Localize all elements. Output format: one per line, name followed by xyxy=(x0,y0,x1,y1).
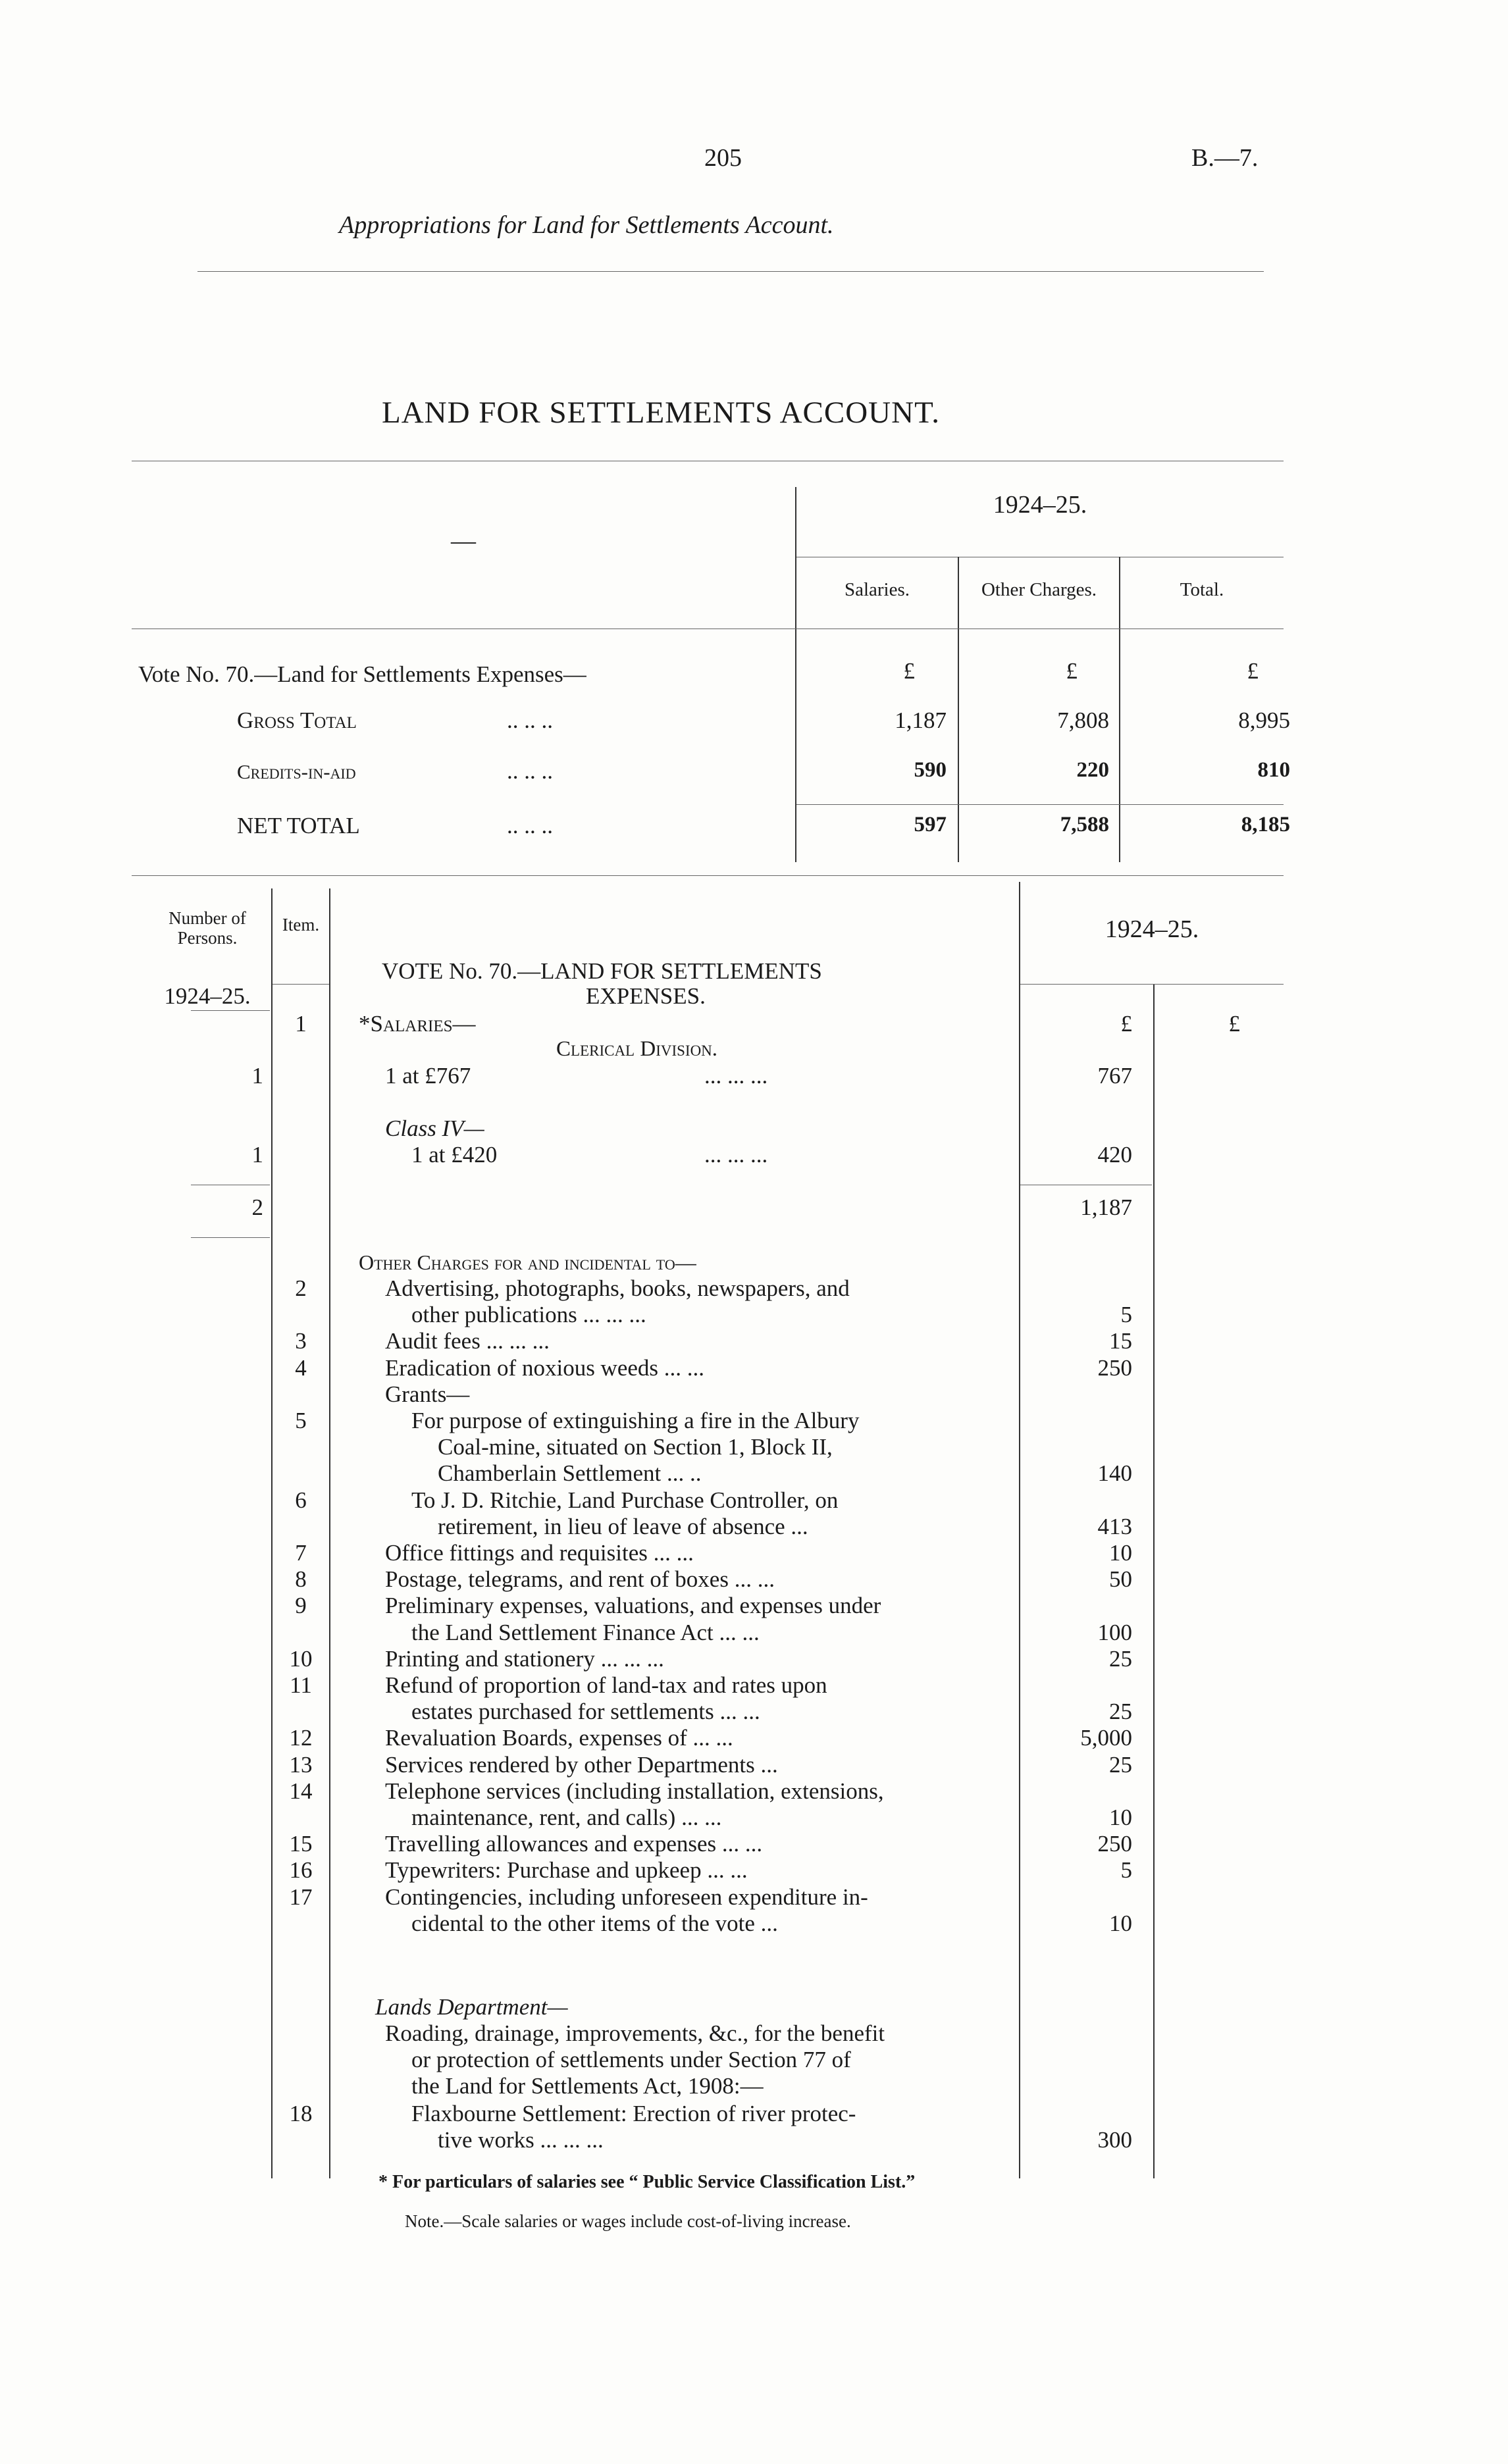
item-number: 1 xyxy=(295,1011,307,1037)
summary-other-value: 7,808 xyxy=(1057,707,1109,733)
vote-heading: VOTE No. 70.—LAND FOR SETTLEMENTS xyxy=(382,958,822,984)
summary-row-label: Gross Total xyxy=(237,707,357,733)
amount: 100 xyxy=(1097,1619,1132,1645)
item-text: cidental to the other items of the vote ... xyxy=(411,1910,778,1936)
item-text: Typewriters: Purchase and upkeep ... ... xyxy=(385,1857,748,1884)
summary-other-value: 7,588 xyxy=(1060,813,1109,836)
amount: 10 xyxy=(1109,1910,1132,1936)
summary-total-value: 810 xyxy=(1257,758,1290,782)
currency-label: £ xyxy=(1228,1011,1240,1037)
item-text: For purpose of extinguishing a fire in the Albury xyxy=(411,1408,860,1433)
rule xyxy=(796,804,1284,805)
amount: 300 xyxy=(1097,2127,1132,2153)
item-number: 2 xyxy=(295,1275,307,1301)
lands-text: the Land for Settlements Act, 1908:— xyxy=(411,2073,764,2099)
col-divider xyxy=(1153,984,1155,2178)
item-text: Flaxbourne Settlement: Erection of river protec- xyxy=(411,2101,856,2126)
item-number: 12 xyxy=(289,1725,313,1751)
amount: 767 xyxy=(1097,1063,1132,1089)
item-text: Travelling allowances and expenses ... ... xyxy=(385,1831,763,1857)
summary-vote-label: Vote No. 70.—Land for Settlements Expenses— xyxy=(138,661,586,687)
salary-line: 1 at £420 xyxy=(411,1142,498,1168)
summary-currency: £ xyxy=(903,658,915,684)
amount: 10 xyxy=(1109,1540,1132,1566)
col-divider xyxy=(329,888,330,2178)
document-reference: B.—7. xyxy=(1191,144,1259,172)
lands-text: or protection of settlements under Section 77 of xyxy=(411,2047,851,2072)
currency-label: £ xyxy=(1120,1011,1132,1037)
summary-year: 1924–25. xyxy=(993,491,1087,519)
item-text: tive works ... ... ... xyxy=(438,2127,604,2153)
item-text: Eradication of noxious weeds ... ... xyxy=(385,1354,705,1381)
rule xyxy=(132,875,1284,876)
item-text: Chamberlain Settlement ... .. xyxy=(438,1460,702,1487)
summary-total-value: 8,185 xyxy=(1241,813,1290,836)
item-text: Advertising, photographs, books, newspapers, and xyxy=(385,1275,850,1301)
item-text: Postage, telegrams, and rent of boxes ... ... xyxy=(385,1566,775,1593)
summary-salaries-value: 597 xyxy=(914,813,947,836)
item-text: Coal-mine, situated on Section 1, Block II, xyxy=(438,1434,833,1460)
item-text: maintenance, rent, and calls) ... ... xyxy=(411,1805,722,1830)
item-text: Refund of proportion of land-tax and rates upon xyxy=(385,1672,827,1698)
leader-dots: .. .. .. xyxy=(507,707,553,733)
rule xyxy=(191,1237,270,1238)
lands-heading: Lands Department— xyxy=(375,1994,568,2020)
item-text: the Land Settlement Finance Act ... ... xyxy=(411,1619,760,1645)
other-charges-heading: Other Charges for and incidental to— xyxy=(359,1250,696,1274)
page-subtitle: Appropriations for Land for Settlements Account. xyxy=(339,211,834,239)
vote-heading: EXPENSES. xyxy=(586,983,706,1009)
summary-currency: £ xyxy=(1247,658,1259,684)
amount: 5 xyxy=(1120,1857,1132,1884)
class-heading: Class IV— xyxy=(385,1116,484,1141)
item-number: 7 xyxy=(295,1540,307,1566)
amount: 50 xyxy=(1109,1566,1132,1593)
persons-count: 1 xyxy=(251,1063,263,1089)
summary-total-value: 8,995 xyxy=(1238,707,1290,733)
amount: 25 xyxy=(1109,1751,1132,1778)
rule xyxy=(197,271,1264,272)
summary-other-value: 220 xyxy=(1076,758,1109,782)
summary-row-label: Credits-in-aid xyxy=(237,760,356,783)
lands-text: Roading, drainage, improvements, &c., for the benefit xyxy=(385,2020,885,2046)
amount: 420 xyxy=(1097,1142,1132,1168)
summary-salaries-value: 1,187 xyxy=(895,707,947,733)
leader-dots: .. .. .. xyxy=(507,758,553,784)
persons-count: 1 xyxy=(251,1142,263,1168)
item-text: Office fittings and requisites ... ... xyxy=(385,1540,694,1566)
item-number: 15 xyxy=(289,1831,313,1857)
item-number: 3 xyxy=(295,1328,307,1354)
item-text: Grants— xyxy=(385,1381,470,1407)
summary-col-total: Total. xyxy=(1180,579,1224,600)
persons-total: 2 xyxy=(251,1194,263,1220)
detail-year: 1924–25. xyxy=(1105,915,1199,943)
note: Note.—Scale salaries or wages include cost-of-living increase. xyxy=(405,2211,851,2231)
amount: 5 xyxy=(1120,1302,1132,1328)
summary-currency: £ xyxy=(1066,658,1078,684)
col-item-header: Item. xyxy=(282,915,320,935)
footnote: * For particulars of salaries see “ Public Service Classification List.” xyxy=(378,2172,916,2192)
item-text: estates purchased for settlements ... ... xyxy=(411,1699,760,1725)
item-text: To J. D. Ritchie, Land Purchase Controller, on xyxy=(411,1487,839,1513)
item-number: 5 xyxy=(295,1408,307,1433)
item-text: Printing and stationery ... ... ... xyxy=(385,1645,664,1672)
rule xyxy=(273,984,329,985)
item-number: 17 xyxy=(289,1884,313,1910)
leader-dots: ... ... ... xyxy=(704,1142,768,1168)
amount: 15 xyxy=(1109,1328,1132,1354)
summary-col-salaries: Salaries. xyxy=(844,579,910,600)
summary-row-label: NET TOTAL xyxy=(237,813,360,838)
item-text: other publications ... ... ... xyxy=(411,1302,646,1328)
page-title: LAND FOR SETTLEMENTS ACCOUNT. xyxy=(382,396,941,430)
rule xyxy=(191,1010,270,1011)
summary-salaries-value: 590 xyxy=(914,758,947,782)
amount: 140 xyxy=(1097,1460,1132,1487)
item-text: Telephone services (including installation, extensions, xyxy=(385,1778,884,1804)
item-text: Revaluation Boards, expenses of ... ... xyxy=(385,1725,733,1751)
item-number: 14 xyxy=(289,1778,313,1804)
division-heading: Clerical Division. xyxy=(556,1037,718,1061)
item-number: 16 xyxy=(289,1857,313,1884)
amount: 250 xyxy=(1097,1831,1132,1857)
leader-dots: ... ... ... xyxy=(704,1063,768,1089)
summary-col-other: Other Charges. xyxy=(981,579,1097,600)
rule xyxy=(1020,984,1284,985)
amount: 25 xyxy=(1109,1645,1132,1672)
item-number: 10 xyxy=(289,1645,313,1672)
col-divider xyxy=(271,888,273,2178)
salaries-heading: *Salaries— xyxy=(359,1011,476,1037)
item-text: Contingencies, including unforeseen expenditure in- xyxy=(385,1884,868,1910)
item-number: 13 xyxy=(289,1751,313,1778)
leader-dots: .. .. .. xyxy=(507,813,553,838)
item-number: 18 xyxy=(289,2101,313,2126)
item-text: Audit fees ... ... ... xyxy=(385,1328,550,1354)
salaries-total: 1,187 xyxy=(1080,1194,1132,1220)
page-number: 205 xyxy=(704,144,742,172)
item-text: Services rendered by other Departments ... xyxy=(385,1751,778,1778)
item-text: retirement, in lieu of leave of absence ... xyxy=(438,1513,808,1539)
item-number: 6 xyxy=(295,1487,307,1513)
salary-line: 1 at £767 xyxy=(385,1063,471,1089)
item-number: 8 xyxy=(295,1566,307,1593)
amount: 25 xyxy=(1109,1699,1132,1725)
persons-year: 1924–25. xyxy=(164,983,251,1009)
amount: 5,000 xyxy=(1080,1725,1132,1751)
item-number: 9 xyxy=(295,1593,307,1619)
item-number: 4 xyxy=(295,1354,307,1381)
col-persons-header: Number of Persons. xyxy=(169,908,246,948)
amount: 250 xyxy=(1097,1354,1132,1381)
item-number: 11 xyxy=(290,1672,312,1698)
summary-dash: — xyxy=(451,527,476,555)
item-text: Preliminary expenses, valuations, and expenses under xyxy=(385,1593,881,1619)
amount: 413 xyxy=(1097,1513,1132,1539)
amount: 10 xyxy=(1109,1805,1132,1830)
